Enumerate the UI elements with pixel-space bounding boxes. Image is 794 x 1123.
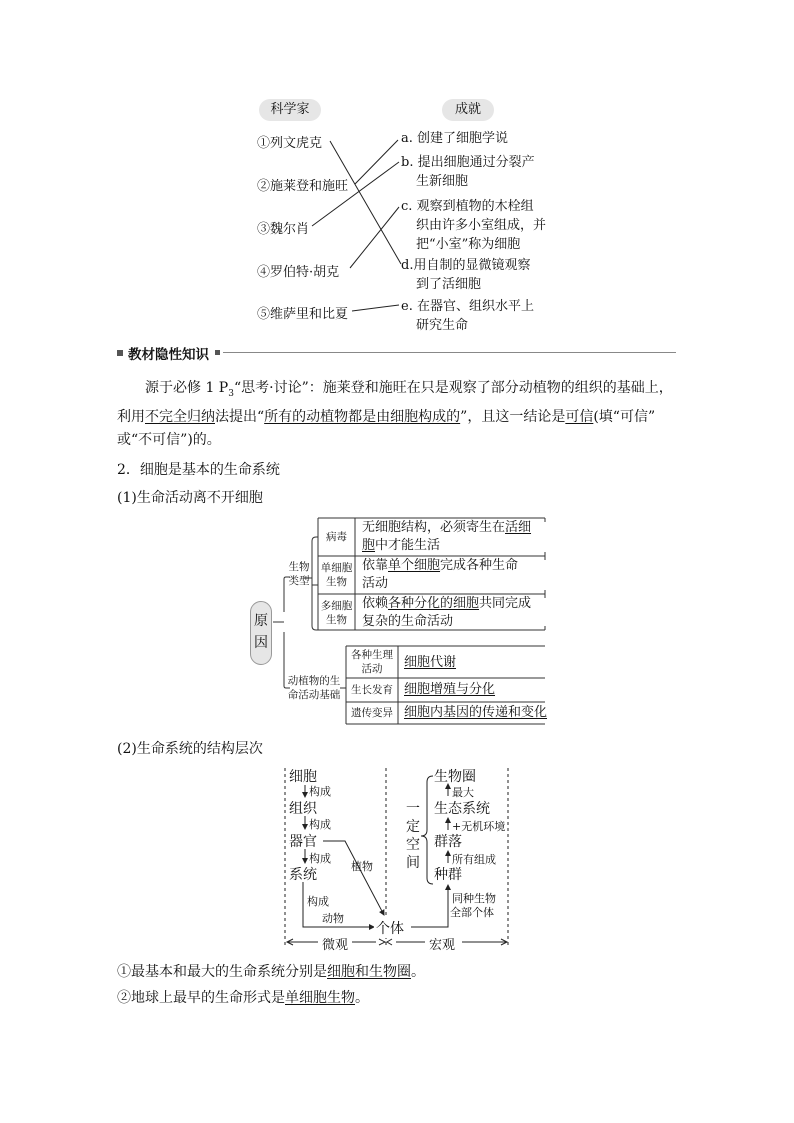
gene-transmission: 细胞内基因的传递和变化 <box>404 705 548 720</box>
right-arrow-4a: 同种生物 <box>452 892 496 905</box>
achievement-d: d.用自制的显微镜观察 到了活细胞 <box>401 258 531 292</box>
type-unicellular: 单细胞 生物 <box>320 562 353 588</box>
scientist-5: ⑤维萨里和比夏 <box>257 307 349 322</box>
plant-label: 植物 <box>351 860 373 873</box>
heading-2: 2．细胞是基本的生命系统 <box>117 462 280 478</box>
virus-desc: 无细胞结构，必须寄生在活细 胞中才能生活 <box>362 520 532 553</box>
achievement-a: a. 创建了细胞学说 <box>401 131 509 146</box>
cell-proliferation: 细胞增殖与分化 <box>404 682 496 697</box>
right-arrow-2: +无机环境 <box>452 820 506 833</box>
scientist-3: ③魏尔肖 <box>257 222 310 237</box>
level-organ: 器官 <box>289 834 317 850</box>
base-growth: 生长发育 <box>351 684 393 696</box>
level-system: 系统 <box>289 867 317 883</box>
cell-metabolism: 细胞代谢 <box>404 655 457 670</box>
hidden-knowledge-paragraph: 源于必修 1 $P_3“$思考·讨论”：施莱登和施旺在只是观察了部分动植物的组织的基础上， 利用不完全归纳法提出“所有的动植物都是由细胞构成的”，且这一结论是可信(填“可信” 或“不可信”)的。 <box>117 380 673 448</box>
subheading-2: (2)生命系统的结构层次 <box>117 741 263 757</box>
right-arrow-4b: 全部个体 <box>450 906 494 919</box>
achievement-header: 成就 <box>442 99 494 121</box>
scientist-header: 科学家 <box>259 99 321 121</box>
level-cell: 细胞 <box>289 769 317 785</box>
arrow-label-2: 构成 <box>309 818 331 831</box>
level-ecosystem: 生态系统 <box>434 801 490 817</box>
animal-label-b: 动物 <box>322 912 344 925</box>
base-heredity: 遗传变异 <box>351 707 393 719</box>
note-2: ②地球上最早的生命形式是单细胞生物。 <box>117 990 369 1006</box>
level-community: 群落 <box>434 834 462 850</box>
achievement-e: e. 在器官、组织水平上 研究生命 <box>401 299 534 333</box>
scientist-4: ④罗伯特·胡克 <box>257 265 340 280</box>
multicellular-desc: 依赖各种分化的细胞共同完成 复杂的生命活动 <box>362 596 532 629</box>
right-arrow-3: 所有组成 <box>452 853 496 866</box>
achievement-b: b. 提出细胞通过分裂产 生新细胞 <box>401 155 535 189</box>
level-tissue: 组织 <box>289 801 317 817</box>
micro-label: 微观 <box>322 938 349 953</box>
branch-life-basis: 动植物的生 命活动基础 <box>287 675 341 701</box>
unicellular-desc: 依靠单个细胞完成各种生命 活动 <box>362 558 519 591</box>
level-population: 种群 <box>434 867 462 883</box>
section-title: 教材隐性知识 <box>128 347 209 363</box>
type-virus: 病毒 <box>326 531 347 543</box>
note-1: ①最基本和最大的生命系统分别是细胞和生物圈。 <box>117 964 425 980</box>
macro-label: 宏观 <box>429 938 456 953</box>
arrow-label-3: 构成 <box>309 852 331 865</box>
certain-space-label: 一 定 空 间 <box>406 801 420 871</box>
scientist-2: ②施莱登和施旺 <box>257 179 349 194</box>
right-arrow-1: 最大 <box>452 786 474 799</box>
arrow-label-1: 构成 <box>309 785 331 798</box>
level-biosphere: 生物圈 <box>434 769 476 785</box>
subheading-1: (1)生命活动离不开细胞 <box>117 490 263 506</box>
scientist-1: ①列文虎克 <box>257 136 323 151</box>
animal-label-a: 构成 <box>307 895 329 908</box>
type-multicellular: 多细胞 生物 <box>320 600 353 626</box>
base-physiology: 各种生理 活动 <box>351 649 393 675</box>
root-cause-pill: 原 因 <box>250 601 272 665</box>
branch-organism-types: 生物 类型 <box>288 561 310 587</box>
level-individual: 个体 <box>374 918 406 938</box>
achievement-c: c. 观察到植物的木栓组 织由许多小室组成，并 把“小室”称为细胞 <box>401 199 547 252</box>
